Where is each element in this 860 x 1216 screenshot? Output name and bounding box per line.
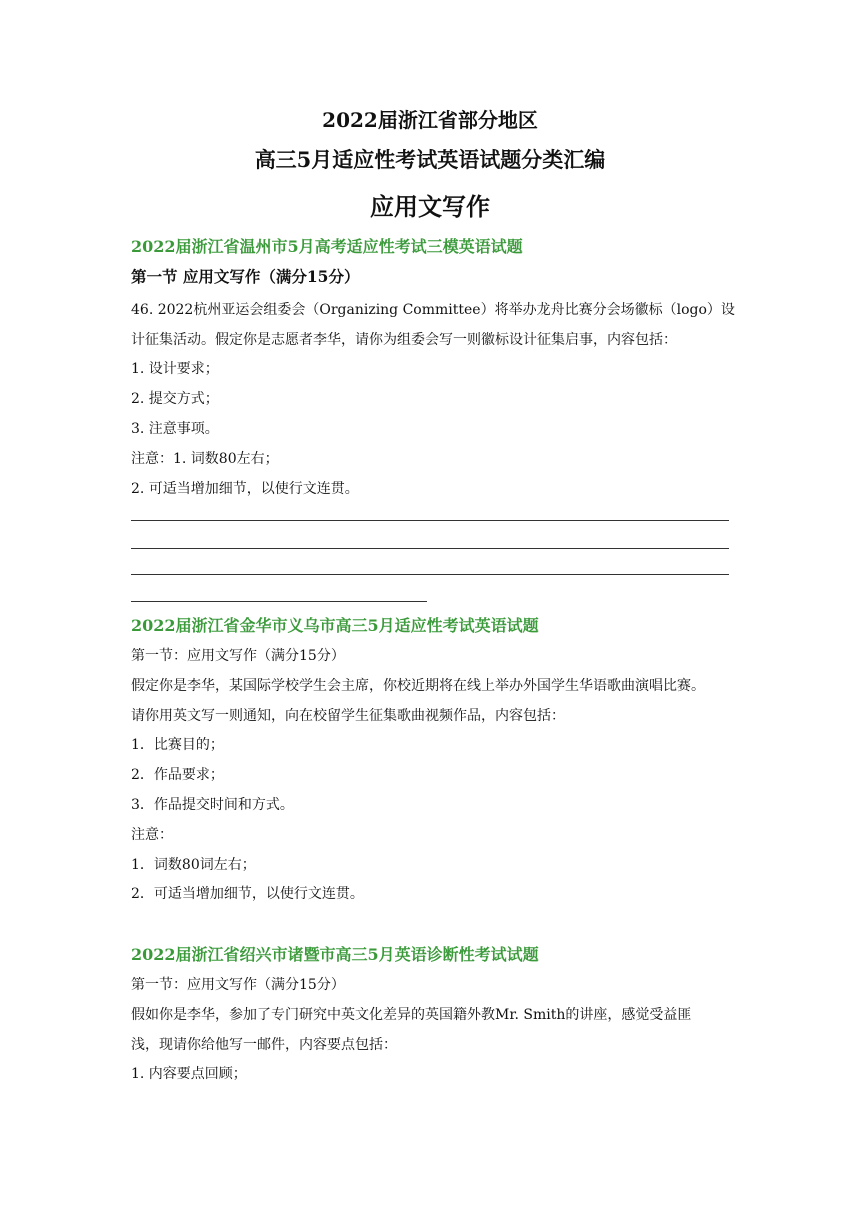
doc-title-line3: 应用文写作 xyxy=(370,192,490,221)
section1-item1: 1. 设计要求； xyxy=(131,361,219,377)
section2-para-line2: 请你用英文写一则通知，向在校留学生征集歌曲视频作品，内容包括： xyxy=(131,708,565,724)
section2-para-line1: 假定你是李华，某国际学校学生会主席，你校近期将在线上举办外国学生华语歌曲演唱比赛。 xyxy=(131,678,705,694)
doc-title-line2: 高三5月适应性考试英语试题分类汇编 xyxy=(254,147,606,172)
section2-note-label: 注意： xyxy=(131,827,173,843)
section1-note2: 2. 可适当增加细节，以使行文连贯。 xyxy=(131,481,359,497)
answer-line xyxy=(131,601,427,602)
section2-item3: 3．作品提交时间和方式。 xyxy=(131,797,294,813)
section3-para-line2: 浅，现请你给他写一邮件，内容要点包括： xyxy=(131,1037,397,1053)
section3-item1: 1. 内容要点回顾； xyxy=(131,1066,247,1082)
answer-line xyxy=(131,548,729,549)
doc-title-line1: 2022届浙江省部分地区 xyxy=(322,108,538,132)
answer-line xyxy=(131,520,729,521)
section2-part: 第一节：应用文写作（满分15分） xyxy=(131,648,345,664)
section3-para-line1: 假如你是李华，参加了专门研究中英文化差异的英国籍外教Mr. Smith的讲座，感觉受益匪 xyxy=(131,1007,692,1023)
section2-note2: 2．可适当增加细节，以使行文连贯。 xyxy=(131,886,364,902)
section1-note1: 注意：1. 词数80左右； xyxy=(131,451,279,467)
section1-part: 第一节 应用文写作（满分15分） xyxy=(131,267,360,286)
section3-heading: 2022届浙江省绍兴市诸暨市高三5月英语诊断性考试试题 xyxy=(131,945,539,964)
section2-item1: 1．比赛目的； xyxy=(131,737,224,753)
answer-line xyxy=(131,574,729,575)
section1-item2: 2. 提交方式； xyxy=(131,391,219,407)
section1-heading: 2022届浙江省温州市5月高考适应性考试三模英语试题 xyxy=(131,237,523,256)
section2-note1: 1．词数80词左右； xyxy=(131,857,256,873)
section1-item3: 3. 注意事项。 xyxy=(131,421,219,437)
section1-para-line2: 计征集活动。假定你是志愿者李华，请你为组委会写一则徽标设计征集启事，内容包括： xyxy=(131,332,677,348)
section3-part: 第一节：应用文写作（满分15分） xyxy=(131,977,345,993)
section2-item2: 2．作品要求； xyxy=(131,767,224,783)
section1-para-line1: 46. 2022杭州亚运会组委会（Organizing Committee）将举办龙舟比赛分会场徽标（logo）设 xyxy=(131,302,735,318)
section2-heading: 2022届浙江省金华市义乌市高三5月适应性考试英语试题 xyxy=(131,616,539,635)
